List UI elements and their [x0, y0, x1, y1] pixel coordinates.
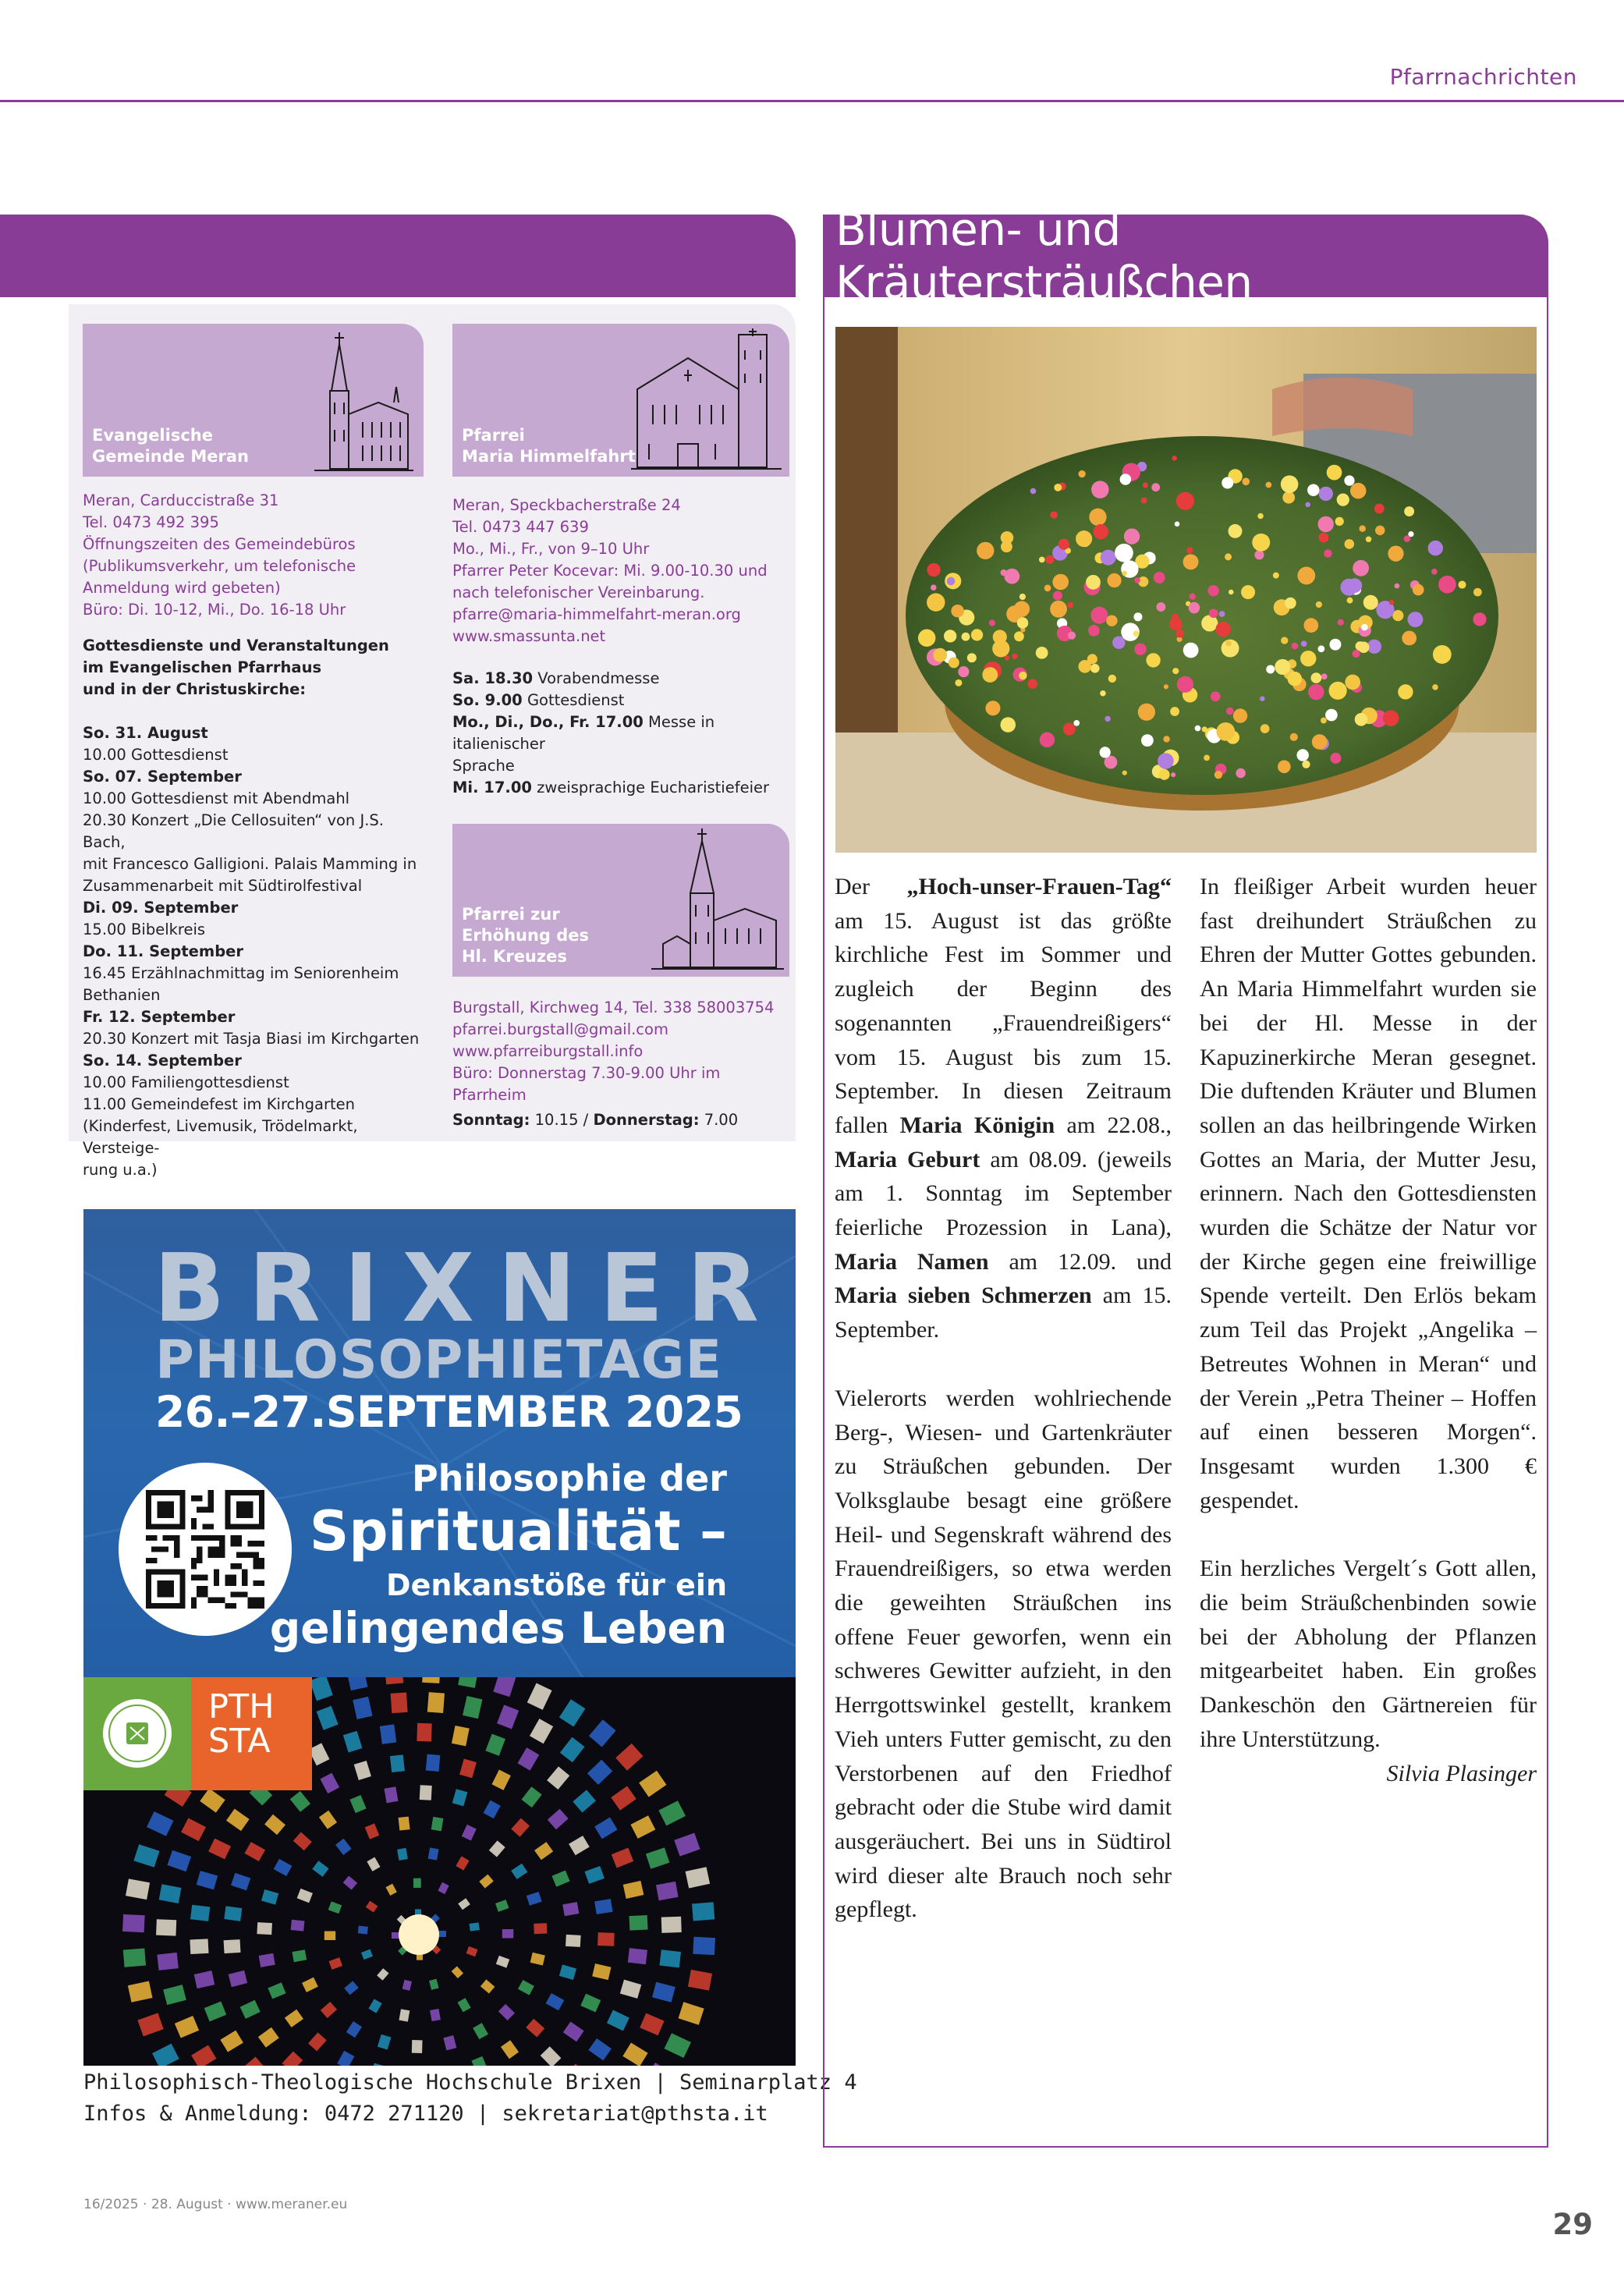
himmelfahrt-title: Pfarrei Maria Himmelfahrt [462, 426, 636, 466]
ad-footer-line-2: Infos & Anmeldung: 0472 271120 | sekretariat@pthsta.it [83, 2102, 768, 2126]
ad-footer-line-1: Philosophisch-Theologische Hochschule Brixen | Seminarplatz 4 [83, 2070, 857, 2095]
evangelical-title: Evangelische Gemeinde Meran [92, 426, 249, 466]
section-label: Pfarrnachrichten [1389, 64, 1577, 90]
ad-footer [83, 2067, 857, 2130]
kreuz-times: Sonntag: 10.15 / Donnerstag: 7.00 [452, 1111, 739, 1129]
author-signature: Silvia Plasinger [1386, 1760, 1537, 1786]
church-info-panel [69, 304, 796, 1179]
issue-info: 16/2025 · 28. August · www.meraner.eu [83, 2197, 348, 2212]
ad-date: 26.–27.SEPTEMBER 2025 [155, 1387, 743, 1437]
article-paragraph: In fleißiger Arbeit wurden heuer fast dreihundert Sträußchen zu Ehren der Mutter Gottes gebunden. An Maria Himmelfahrt wurden sie bei der Hl. Messe in der Kapuzinerkirche Meran gesegnet. Die duftenden Kräuter und Blumen sollen an das heilbringende Wirken Gottes an Maria, der Mutter Jesu, erinnern. Nach den Gottesdiensten wurden die Schätze der Natur vor der Kirche gegen eine freiwillige Spende verteilt. Den Erlös bekam zum Teil das Projekt „Angelika – Betreutes Wohnen in Meran“ und der Verein „Petra Theiner – Hoffen auf einen besseren Morgen“. Insgesamt wurden 1.300 € gespendet. [1200, 874, 1537, 1513]
article-paragraph: Vielerorts werden wohlriechende Berg-, Wiesen- und Gartenkräuter zu Sträußchen gebunden. Der Volksglaube besagt eine größere Heil- und Segenskraft während des Frauendreißigers, so etwa werden die geweihten Sträußchen ins offene Feuer geworfen, wenn ein schweres Gewitter aufzieht, in den Herrgottswinkel gestellt, krankem Vieh unters Futter gemischt, zu den Verstorbenen auf den Friedhof gebracht oder die Stube wird damit ausgeräuchert. Bei uns in Südtirol wird dieser alte Brauch noch sehr gepflegt. [835, 1385, 1172, 1923]
himmelfahrt-contact: Meran, Speckbacherstraße 24 Tel. 0473 447 639 Mo., Mi., Fr., von 9–10 Uhr Pfarrer Peter Kocevar: Mi. 9.00-10.30 und nach telefonischer Vereinbarung. pfarre@maria-himmelfahrt-meran.org www.smassunta.net [452, 496, 768, 645]
article-title: Blumen- und Kräutersträußchen [835, 203, 1253, 309]
flower-basket-image [835, 327, 1537, 853]
kreuz-header-box [452, 824, 789, 977]
ad-line-2: Spiritualität – [309, 1499, 727, 1563]
event-day: So. 07. September [83, 768, 242, 786]
ad-line-4: gelingendes Leben [269, 1603, 727, 1653]
ad-brixner: BRIXNER [154, 1235, 782, 1343]
event-day: So. 31. August [83, 724, 208, 742]
article-paragraph: Ein herzliches Vergelt´s Gott allen, die beim Sträußchenbinden sowie bei der Abholung der Pflanzen mitgearbeitet haben. Ein großes Dankeschön den Gärtnereien für ihre Unterstützung. [1200, 1556, 1537, 1752]
flower-basket-photo [835, 327, 1537, 853]
article-column-2 [1200, 870, 1537, 1790]
church-steeple-icon [308, 328, 417, 477]
event-day: Fr. 12. September [83, 1008, 236, 1026]
ad-line-1: Philosophie der [411, 1457, 727, 1499]
header-rule [0, 100, 1624, 102]
ad-philosophietage: PHILOSOPHIETAGE [155, 1329, 723, 1391]
article-column-1 [835, 870, 1172, 1927]
evangelical-contact: Meran, Carduccistraße 31 Tel. 0473 492 395 Öffnungszeiten des Gemeindebüros (Publikumsverkehr, um telefonische Anmeldung wird gebeten) Büro: Di. 10-12, Mi., Do. 16-18 Uhr [83, 491, 356, 619]
pthsta-logo: PTH STA [191, 1677, 312, 1790]
page-number: 29 [1552, 2208, 1593, 2241]
event-day: So. 14. September [83, 1052, 242, 1070]
article-paragraph: Der „Hoch-unser-Frauen-Tag“ am 15. August ist das größte kirchliche Fest im Sommer und zugleich der Beginn des sogenannten „Frauendreißigers“ vom 15. August bis zum 15. September. In diesen Zeitraum fallen Maria Königin am 22.08., Maria Geburt am 08.09. (jeweils am 1. Sonntag im September feierliche Prozession in Lana), Maria Namen am 12.09. und Maria sieben Schmerzen am 15. September. [835, 874, 1172, 1343]
qr-code-icon[interactable] [119, 1463, 292, 1636]
article-title-bar [823, 203, 1548, 309]
event-day: Do. 11. September [83, 942, 244, 960]
kreuz-title: Pfarrei zur Erhöhung des Hl. Kreuzes [462, 905, 590, 966]
left-title-bar [0, 215, 796, 297]
stained-glass-image [83, 1677, 796, 2066]
brixner-philosophietage-ad[interactable] [83, 1209, 857, 2126]
church-tower-icon [647, 827, 788, 975]
ad-line-3: Denkanstöße für ein [386, 1568, 727, 1602]
event-day: Di. 09. September [83, 899, 239, 917]
himmelfahrt-header-box [452, 324, 789, 477]
church-building-icon [629, 327, 785, 475]
seal-logo [83, 1677, 191, 1790]
evangelical-header-box [83, 324, 424, 477]
ad-top-panel [83, 1209, 796, 1677]
evangelical-services: Gottesdienste und Veranstaltungen im Evangelischen Pfarrhaus und in der Christuskirche: So. 31. August 10.00 Gottesdienst So. 07. September 10.00 Gottesdienst mit Abendmahl 20.30 Konzert „Die Cellosuiten“ von J.S. Bach, mit Francesco Galligioni. Palais Mamming in Zusammenarbeit mit Südtirolfestival Di. 09. September 15.00 Bibelkreis Do. 11. September 16.45 Erzählnachmittag im Seniorenheim Bethanien Fr. 12. September 20.30 Konzert mit Tasja Biasi im Kirchgarten So. 14. September 10.00 Familiengottesdienst 11.00 Gemeindefest im Kirchgarten (Kinderfest, Livemusik, Trödelmarkt, Versteige- rung u.a.) [83, 635, 430, 1181]
himmelfahrt-masses: Sa. 18.30 Vorabendmesse So. 9.00 Gottesdienst Mo., Di., Do., Fr. 17.00 Messe in italienischer Sprache Mi. 17.00 zweisprachige Eucharistiefeier [452, 669, 769, 796]
kreuz-contact: Burgstall, Kirchweg 14, Tel. 338 58003754 pfarrei.burgstall@gmail.com www.pfarreiburgstall.info Büro: Donnerstag 7.30-9.00 Uhr im Pfarrheim [452, 999, 775, 1104]
